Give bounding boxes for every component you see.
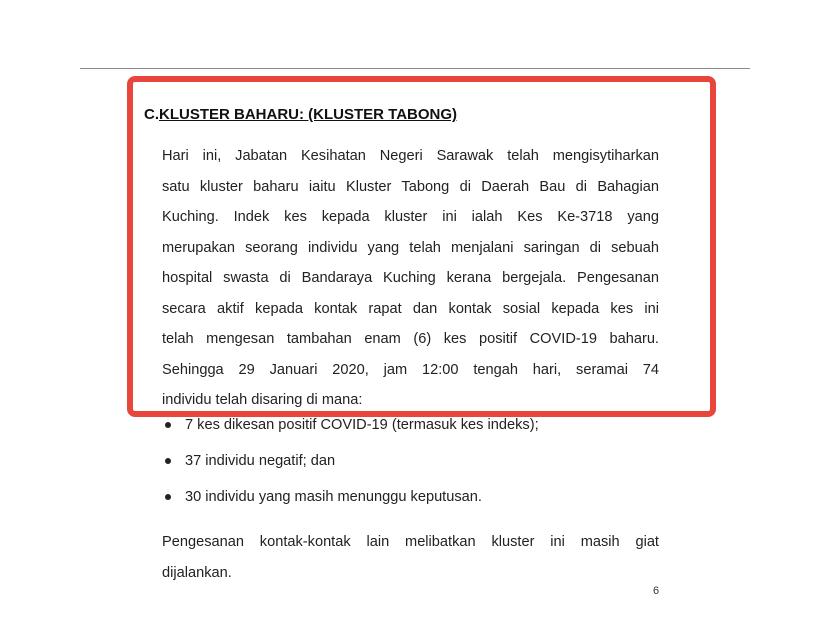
paragraph-line: individu telah disaring di mana: bbox=[162, 392, 363, 408]
section-heading bbox=[144, 106, 457, 123]
page-number: 6 bbox=[653, 585, 660, 597]
paragraph-line: Pengesanan kontak-kontak lain melibatkan kluster ini masih giat bbox=[162, 534, 659, 550]
paragraph-line: satu kluster baharu iaitu Kluster Tabong di Daerah Bau di Bahagian bbox=[162, 178, 659, 195]
paragraph-line: telah mengesan tambahan enam (6) kes positif COVID-19 baharu. bbox=[162, 331, 659, 347]
paragraph-line: dijalankan. bbox=[162, 564, 232, 581]
bullet-icon bbox=[165, 458, 171, 464]
list-item-text: 7 kes dikesan positif COVID-19 (termasuk kes indeks); bbox=[185, 417, 539, 433]
list-item-text: 37 individu negatif; dan bbox=[185, 453, 336, 469]
paragraph-main bbox=[162, 141, 659, 416]
paragraph-line: Kuching. Indek kes kepada kluster ini ialah Kes Ke-3718 yang bbox=[162, 209, 659, 225]
paragraph-line: secara aktif kepada kontak rapat dan kontak sosial kepada kes ini bbox=[162, 300, 659, 317]
paragraph-line: Sehingga 29 Januari 2020, jam 12:00 tengah hari, seramai 74 bbox=[162, 361, 659, 378]
header-rule bbox=[80, 68, 750, 69]
paragraph-line: hospital swasta di Bandaraya Kuching kerana bergejala. Pengesanan bbox=[162, 270, 659, 286]
list-item bbox=[162, 407, 539, 443]
list-item bbox=[162, 479, 539, 515]
paragraph-followup bbox=[162, 527, 659, 588]
results-bullet-list bbox=[162, 407, 539, 515]
paragraph-line: Hari ini, Jabatan Kesihatan Negeri Sarawak telah mengisytiharkan bbox=[162, 148, 659, 164]
section-title: KLUSTER BAHARU: (KLUSTER TABONG) bbox=[159, 106, 458, 123]
list-item-text: 30 individu yang masih menunggu keputusan. bbox=[185, 489, 482, 505]
paragraph-line: merupakan seorang individu yang telah menjalani saringan di sebuah bbox=[162, 239, 659, 256]
section-prefix: C. bbox=[144, 106, 159, 123]
bullet-icon bbox=[165, 494, 171, 500]
bullet-icon bbox=[165, 422, 171, 428]
list-item bbox=[162, 443, 539, 479]
